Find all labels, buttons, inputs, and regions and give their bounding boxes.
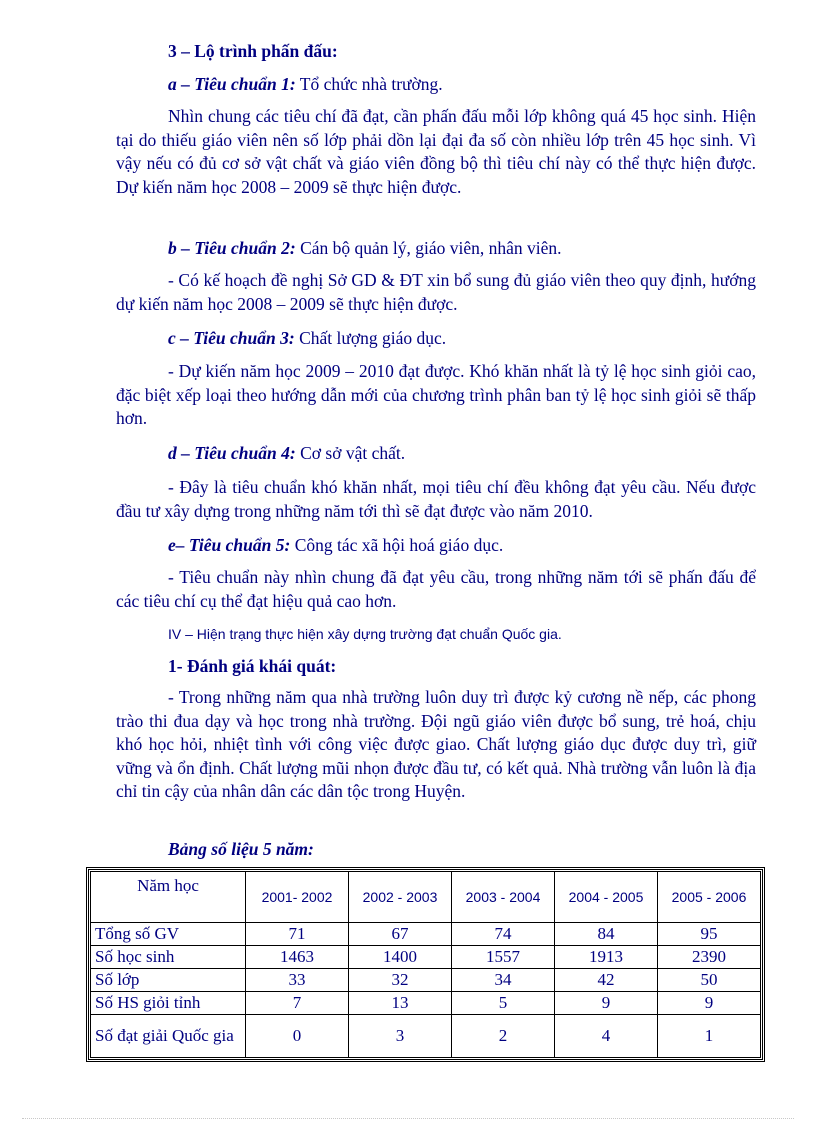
table-title: Bảng số liệu 5 năm: xyxy=(168,839,314,859)
table-cell: 71 xyxy=(246,923,349,946)
criterion-e-label: e– Tiêu chuẩn 5: xyxy=(168,535,291,555)
criterion-d-label: d – Tiêu chuẩn 4: xyxy=(168,443,296,463)
table-cell: 34 xyxy=(452,969,555,992)
table-row xyxy=(91,1015,761,1058)
criterion-e-line xyxy=(168,534,503,558)
table-cell: 50 xyxy=(658,969,761,992)
table-cell: 3 xyxy=(349,1015,452,1058)
year-header: 2002 - 2003 xyxy=(349,872,452,923)
table-cell: 1 xyxy=(658,1015,761,1058)
criterion-d-title: Cơ sở vật chất. xyxy=(295,443,406,463)
criterion-a-label: a – Tiêu chuẩn 1: xyxy=(168,74,296,94)
criterion-c-label: c – Tiêu chuẩn 3: xyxy=(168,328,295,348)
criterion-b-body: - Có kế hoạch đề nghị Sở GD & ĐT xin bổ sung đủ giáo viên theo quy định, hướng dự kiến năm học 2008 – 2009 sẽ thực hiện được. xyxy=(116,270,756,314)
year-header: 2001- 2002 xyxy=(246,872,349,923)
row-label: Tổng số GV xyxy=(91,923,246,946)
data-table-frame xyxy=(86,867,765,1062)
criterion-b-line xyxy=(168,237,562,261)
table-header-row xyxy=(91,872,761,923)
table-cell: 2 xyxy=(452,1015,555,1058)
row-label: Số lớp xyxy=(91,969,246,992)
table-cell: 33 xyxy=(246,969,349,992)
page-bottom-divider xyxy=(22,1118,794,1119)
year-header: 2003 - 2004 xyxy=(452,872,555,923)
five-year-table xyxy=(90,871,761,1058)
table-cell: 67 xyxy=(349,923,452,946)
table-cell: 9 xyxy=(658,992,761,1015)
criterion-c-line xyxy=(168,327,446,351)
table-cell: 1557 xyxy=(452,946,555,969)
row-label: Số học sinh xyxy=(91,946,246,969)
table-row xyxy=(91,923,761,946)
criterion-e-body: - Tiêu chuẩn này nhìn chung đã đạt yêu cầu, trong những năm tới sẽ phấn đấu để các tiêu chí cụ thể đạt hiệu quả cao hơn. xyxy=(116,567,756,611)
table-cell: 95 xyxy=(658,923,761,946)
section-iv-heading: IV – Hiện trạng thực hiện xây dựng trường đạt chuẩn Quốc gia. xyxy=(168,626,562,642)
table-cell: 13 xyxy=(349,992,452,1015)
criterion-a-line xyxy=(168,73,443,97)
table-cell: 1913 xyxy=(555,946,658,969)
subsection-1-heading: 1- Đánh giá khái quát: xyxy=(168,656,337,676)
table-cell: 5 xyxy=(452,992,555,1015)
criterion-a-body: Nhìn chung các tiêu chí đã đạt, cần phấn đấu mỗi lớp không quá 45 học sinh. Hiện tại do thiếu giáo viên nên số lớp phải dồn lại đại đa số còn nhiều lớp trên 45 học sinh. Vì vậy nếu có đủ cơ sở vật chất và giáo viên đồng bộ thì tiêu chí này có thể thực hiện được. Dự kiến năm học 2008 – 2009 sẽ thực hiện được. xyxy=(116,106,756,197)
criterion-a-title: Tổ chức nhà trường. xyxy=(295,74,443,94)
table-cell: 1400 xyxy=(349,946,452,969)
table-cell: 0 xyxy=(246,1015,349,1058)
criterion-b-title: Cán bộ quản lý, giáo viên, nhân viên. xyxy=(295,238,562,258)
criterion-c-title: Chất lượng giáo dục. xyxy=(294,328,447,348)
table-cell: 7 xyxy=(246,992,349,1015)
year-header: 2005 - 2006 xyxy=(658,872,761,923)
corner-header: Năm học xyxy=(91,872,246,923)
criterion-e-title: Công tác xã hội hoá giáo dục. xyxy=(290,535,504,555)
year-header: 2004 - 2005 xyxy=(555,872,658,923)
table-cell: 74 xyxy=(452,923,555,946)
criterion-c-body: - Dự kiến năm học 2009 – 2010 đạt được. Khó khăn nhất là tỷ lệ học sinh giỏi cao, đặc biệt xếp loại theo hướng dẫn mới của chương trình phân ban tỷ lệ học sinh giỏi sẽ thấp hơn. xyxy=(116,361,756,428)
criterion-b-label: b – Tiêu chuẩn 2: xyxy=(168,238,296,258)
overview-body: - Trong những năm qua nhà trường luôn duy trì được kỷ cương nề nếp, các phong trào thi đua dạy và học trong nhà trường. Đội ngũ giáo viên được bổ sung, trẻ hoá, chịu khó học hỏi, nhiệt tình với công việc được giao. Chất lượng giáo dục được duy trì, giữ vững và ổn định. Chất lượng mũi nhọn được đầu tư, có kết quả. Nhà trường vẫn luôn là địa chỉ tin cậy của nhân dân các dân tộc trong Huyện. xyxy=(116,687,756,801)
row-label: Số đạt giải Quốc gia xyxy=(91,1015,246,1058)
table-cell: 1463 xyxy=(246,946,349,969)
table-cell: 9 xyxy=(555,992,658,1015)
criterion-d-line xyxy=(168,442,405,466)
table-cell: 4 xyxy=(555,1015,658,1058)
table-cell: 2390 xyxy=(658,946,761,969)
criterion-d-body: - Đây là tiêu chuẩn khó khăn nhất, mọi tiêu chí đều không đạt yêu cầu. Nếu được đầu tư xây dựng trong những năm tới thì sẽ đạt được vào năm 2010. xyxy=(116,477,756,521)
table-row xyxy=(91,992,761,1015)
table-cell: 42 xyxy=(555,969,658,992)
table-cell: 32 xyxy=(349,969,452,992)
section-heading: 3 – Lộ trình phấn đấu: xyxy=(168,41,338,61)
table-row xyxy=(91,946,761,969)
table-row xyxy=(91,969,761,992)
row-label: Số HS giỏi tỉnh xyxy=(91,992,246,1015)
table-cell: 84 xyxy=(555,923,658,946)
